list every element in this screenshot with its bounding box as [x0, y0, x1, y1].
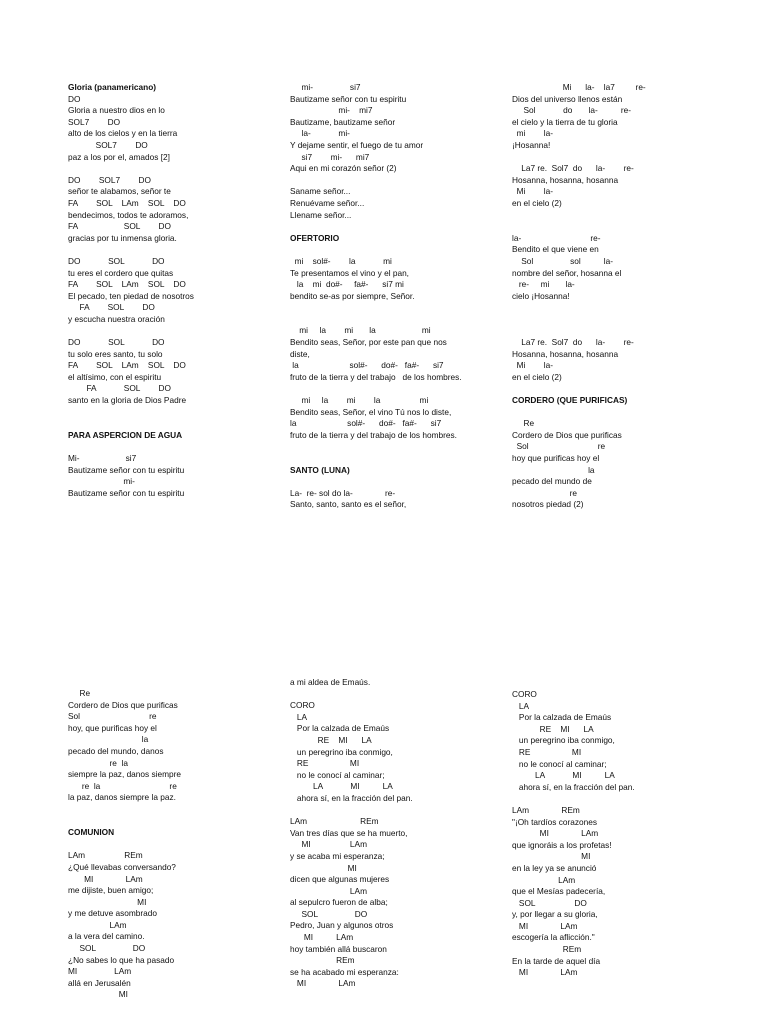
lyric-line	[68, 418, 288, 430]
lyric-line: mi-	[68, 476, 135, 487]
lyric-line: la	[512, 464, 595, 475]
lyric-line: re la	[68, 757, 128, 768]
lyric-line	[290, 221, 510, 233]
lyric-line	[68, 441, 288, 453]
lyric-line	[290, 302, 510, 314]
lyric-line: alto de los cielos y en la tierra	[68, 128, 178, 139]
lyric-line: y escucha nuestra oración	[68, 313, 165, 324]
lyric-line	[290, 175, 510, 187]
lyric-line: La7 re. Sol7 do la- re-	[512, 163, 634, 174]
lyric-line: CORO	[512, 689, 537, 699]
lyric-line: LA MI LA	[512, 770, 615, 781]
lyric-line: mi la mi la mi	[290, 395, 429, 406]
lyric-line: FA SOL DO	[68, 221, 171, 232]
lyric-line: Hosanna, hosanna, hosanna	[512, 348, 619, 359]
lyric-line: mi sol#- la mi	[290, 255, 392, 266]
lyric-line: pecado del mundo, danos	[68, 745, 164, 756]
lyric-line: bendecimos, todos te adoramos,	[68, 209, 189, 220]
lyric-line	[68, 325, 288, 337]
lyric-line	[512, 152, 732, 164]
lyric-line: REm	[290, 955, 355, 966]
lyric-line: MI LAm	[512, 920, 578, 931]
section-heading: CORDERO (QUE PURIFICAS)	[512, 395, 628, 406]
lyric-line: RE MI	[512, 746, 582, 757]
lyric-line: RE MI LA	[290, 734, 372, 745]
lyric-line: LAm REm	[512, 804, 580, 815]
lyric-line: Gloria a nuestro dios en lo	[68, 105, 165, 116]
lyric-line	[290, 689, 510, 701]
lyric-line: hoy también allá buscaron	[290, 943, 387, 954]
lyric-line: paz a los por el, amados [2]	[68, 151, 170, 162]
lyric-line: hoy, que purificas hoy el	[68, 722, 157, 733]
lyric-line: Re	[512, 418, 535, 429]
lyric-line: cielo ¡Hosanna!	[512, 290, 570, 301]
lyric-line: el altísimo, con el espiritu	[68, 371, 162, 382]
lyric-line: DO SOL DO	[68, 337, 165, 348]
lyric-line: MI LAm	[68, 873, 143, 884]
lyric-line: Sol do la- re-	[512, 105, 631, 116]
lyric-line: Te presentamos el vino y el pan,	[290, 267, 409, 278]
lyric-line: Sol sol la-	[512, 255, 613, 266]
lyric-line: MI	[68, 896, 147, 907]
lyric-line: Bautizame señor con tu espiritu	[68, 464, 185, 475]
lyric-line: la paz, danos siempre la paz.	[68, 792, 176, 803]
lyric-line: MI	[512, 851, 591, 862]
lyric-line: LA	[290, 711, 308, 722]
lyric-line: Bendito seas, Señor, el vino Tú nos lo diste,	[290, 406, 452, 417]
lyric-line	[512, 383, 732, 395]
lyric-line: MI	[68, 989, 128, 1000]
lyric-line: SOL DO	[68, 943, 146, 954]
lyric-line: SOL7 DO	[68, 139, 148, 150]
lyric-line: Santo, santo, santo es el señor,	[290, 499, 407, 510]
lyric-line: Mi la-	[512, 360, 554, 371]
lyric-line: Hosanna, hosanna, hosanna	[512, 174, 619, 185]
lyric-line	[512, 407, 732, 419]
lyric-line: MI LAm	[290, 932, 354, 943]
section-heading: PARA ASPERCION DE AGUA	[68, 429, 183, 440]
lyric-line: ¡Hosanna!	[512, 139, 551, 150]
lyric-line: nombre del señor, hosanna el	[512, 267, 622, 278]
lyric-line: siempre la paz, danos siempre	[68, 769, 181, 780]
lyric-line: SOL DO	[290, 908, 368, 919]
lyric-line: nosotros piedad (2)	[512, 499, 584, 510]
lyric-line: la	[68, 734, 149, 745]
lyric-line: LAm	[68, 919, 127, 930]
lyric-line: MI LAm	[290, 978, 356, 989]
lyric-line: MI	[290, 862, 357, 873]
lyric-line: no le conocí al caminar;	[290, 769, 385, 780]
lyrics-column-6	[512, 689, 732, 979]
lyric-line: la- re-	[512, 232, 601, 243]
lyric-line: Por la calzada de Emaús	[290, 723, 390, 734]
lyric-line: LAm REm	[68, 850, 143, 861]
lyric-line: en el cielo (2)	[512, 371, 562, 382]
lyric-line: se ha acabado mi esperanza:	[290, 966, 399, 977]
lyric-line	[512, 314, 732, 326]
lyric-line: La- re- sol do la- re-	[290, 487, 396, 498]
lyric-line: ahora sí, en la fracción del pan.	[512, 781, 635, 792]
lyric-line: Bendito el que viene en	[512, 244, 599, 255]
lyric-line: que ignoráis a los profetas!	[512, 839, 612, 850]
lyric-line: MI LAm	[290, 839, 367, 850]
lyric-line: allá en Jerusalén	[68, 977, 131, 988]
section-heading: SANTO (LUNA)	[290, 464, 350, 475]
lyric-line: MI LAm	[68, 966, 132, 977]
lyric-line: bendito se-as por siempre, Señor.	[290, 290, 415, 301]
lyric-line: ¿Qué llevabas conversando?	[68, 861, 176, 872]
lyric-line: Mi la- la7 re-	[512, 82, 646, 92]
lyric-line: dicen que algunas mujeres	[290, 874, 390, 885]
lyric-line	[68, 816, 288, 828]
lyric-line: un peregrino iba conmigo,	[512, 735, 615, 746]
lyric-line: LAm REm	[290, 816, 379, 827]
lyrics-column-4	[68, 688, 288, 1001]
lyric-line	[68, 407, 288, 419]
section-heading: Gloria (panamericano)	[68, 82, 157, 92]
lyric-line	[290, 244, 510, 256]
lyric-line: en el cielo (2)	[512, 197, 562, 208]
lyric-line	[512, 221, 732, 233]
lyric-line	[68, 244, 288, 256]
lyric-line	[512, 302, 732, 314]
lyric-line: santo en la gloria de Dios Padre	[68, 395, 187, 406]
lyric-line: fruto de la tierra y del trabajo de los hombres.	[290, 371, 462, 382]
section-heading: OFERTORIO	[290, 232, 340, 243]
lyrics-column-3	[512, 82, 732, 511]
lyric-line: me dijiste, buen amigo;	[68, 885, 154, 896]
lyric-line	[512, 325, 732, 337]
lyric-line: MI LAm	[512, 828, 599, 839]
lyric-line: La7 re. Sol7 do la- re-	[512, 337, 634, 348]
lyric-line: hoy que purificas hoy el	[512, 453, 600, 463]
lyric-line: FA SOL LAm SOL DO	[68, 197, 186, 208]
lyric-line: al sepulcro fueron de alba;	[290, 897, 388, 908]
lyrics-column-1	[68, 82, 288, 499]
lyric-line	[68, 839, 288, 851]
lyric-line	[512, 793, 732, 805]
lyric-line: Y dejame sentir, el fuego de tu amor	[290, 139, 424, 150]
lyric-line: Cordero de Dios que purificas	[68, 699, 178, 710]
section-heading: COMUNION	[68, 827, 115, 838]
lyric-line: LAm	[512, 874, 576, 885]
lyric-line: re	[512, 487, 578, 498]
lyric-line: Bautizame, bautizame señor	[290, 116, 396, 127]
lyric-line: SOL7 DO	[68, 116, 121, 127]
lyric-line: FA SOL DO	[68, 302, 155, 313]
lyric-line	[512, 210, 732, 222]
lyric-line: diste,	[290, 348, 310, 359]
lyric-line: no le conocí al caminar;	[512, 758, 607, 769]
lyric-line	[290, 453, 510, 465]
lyric-line: SOL DO	[512, 897, 587, 908]
lyric-line: LAm	[290, 885, 367, 896]
lyric-line: Saname señor...	[290, 186, 351, 197]
lyric-line: LA MI LA	[290, 781, 393, 792]
lyric-line: gracias por tu inmensa gloria.	[68, 232, 177, 243]
lyric-line: y me detuve asombrado	[68, 908, 158, 919]
lyric-line: mi- si7	[290, 82, 361, 92]
lyric-line	[290, 314, 510, 326]
lyric-line: mi- mi7	[290, 105, 373, 116]
lyric-line: Bautizame señor con tu espiritu	[68, 487, 185, 498]
lyric-line: REm	[512, 944, 582, 955]
lyric-line: En la tarde de aquel día	[512, 955, 601, 966]
lyric-line: un peregrino iba conmigo,	[290, 746, 393, 757]
lyric-line: Re	[68, 688, 91, 698]
lyric-line: pecado del mundo de	[512, 476, 592, 487]
lyric-line: Pedro, Juan y algunos otros	[290, 920, 394, 931]
lyric-line: la mi do#- fa#- si7 mi	[290, 279, 404, 290]
lyric-line: FA SOL DO	[68, 383, 171, 394]
lyric-line: en la ley ya se anunció	[512, 862, 597, 873]
lyric-line: FA SOL LAm SOL DO	[68, 279, 186, 290]
lyric-line: MI LAm	[512, 967, 578, 978]
lyric-line: "¡Oh tardíos corazones	[512, 816, 598, 827]
lyric-line: a la vera del camino.	[68, 931, 145, 942]
lyric-line: LA	[512, 700, 530, 711]
lyric-line: tu eres el cordero que quitas	[68, 267, 174, 278]
lyric-line: RE MI LA	[512, 723, 594, 734]
lyric-line: señor te alabamos, señor te	[68, 186, 171, 197]
lyric-line: ahora sí, en la fracción del pan.	[290, 792, 413, 803]
lyric-line: Llename señor...	[290, 209, 352, 220]
lyric-line: el cielo y la tierra de tu gloria	[512, 116, 618, 127]
lyric-line: re- mi la-	[512, 279, 575, 290]
lyric-line: la sol#- do#- fa#- si7	[290, 418, 442, 429]
lyric-line: Mi- si7	[68, 453, 137, 463]
lyric-line: Dios del universo llenos están	[512, 93, 623, 104]
lyric-line: y, por llegar a su gloria,	[512, 909, 598, 920]
lyric-line: Bautizame señor con tu espiritu	[290, 93, 407, 104]
lyric-line: DO SOL DO	[68, 255, 165, 266]
lyric-line: Por la calzada de Emaús	[512, 712, 612, 723]
lyric-line: Mi la-	[512, 186, 554, 197]
lyric-line: y se acaba mi esperanza;	[290, 850, 385, 861]
lyric-line: Bendito seas, Señor, por este pan que nos	[290, 337, 447, 348]
lyric-line	[290, 476, 510, 488]
lyric-line: mi la-	[512, 128, 554, 139]
lyric-line: Aqui en mi corazón señor (2)	[290, 163, 397, 174]
lyric-line: ¿No sabes lo que ha pasado	[68, 954, 175, 965]
lyric-line: DO	[68, 93, 81, 104]
lyric-line	[290, 441, 510, 453]
lyric-line: Renuévame señor...	[290, 197, 365, 208]
lyrics-column-5	[290, 677, 510, 990]
lyric-line: la- mi-	[290, 128, 350, 139]
lyric-line: Cordero de Dios que purificas	[512, 429, 622, 440]
lyric-line: si7 mi- mi7	[290, 151, 370, 162]
lyric-line: la sol#- do#- fa#- si7	[290, 360, 444, 371]
lyric-line: Van tres días que se ha muerto,	[290, 827, 408, 838]
lyric-line: que el Mesías padecería,	[512, 886, 606, 897]
lyric-line	[290, 805, 510, 817]
lyric-line: El pecado, ten piedad de nosotros	[68, 290, 194, 301]
lyric-line	[68, 163, 288, 175]
lyric-line: tu solo eres santo, tu solo	[68, 348, 163, 359]
lyric-line: a mi aldea de Emaús.	[290, 677, 371, 687]
lyric-line: CORO	[290, 700, 315, 711]
lyric-line: RE MI	[290, 758, 360, 769]
lyric-line: FA SOL LAm SOL DO	[68, 360, 186, 371]
lyric-line: fruto de la tierra y del trabajo de los hombres.	[290, 429, 457, 440]
lyric-line: re la re	[68, 780, 177, 791]
lyric-line: mi la mi la mi	[290, 325, 431, 336]
lyric-line	[290, 383, 510, 395]
lyric-line	[68, 804, 288, 816]
lyric-line: DO SOL7 DO	[68, 174, 151, 185]
lyrics-column-2	[290, 82, 510, 511]
lyric-line: Sol re	[68, 711, 157, 722]
lyric-line: escogería la aflicción."	[512, 932, 595, 943]
lyric-line: Sol re	[512, 441, 606, 452]
